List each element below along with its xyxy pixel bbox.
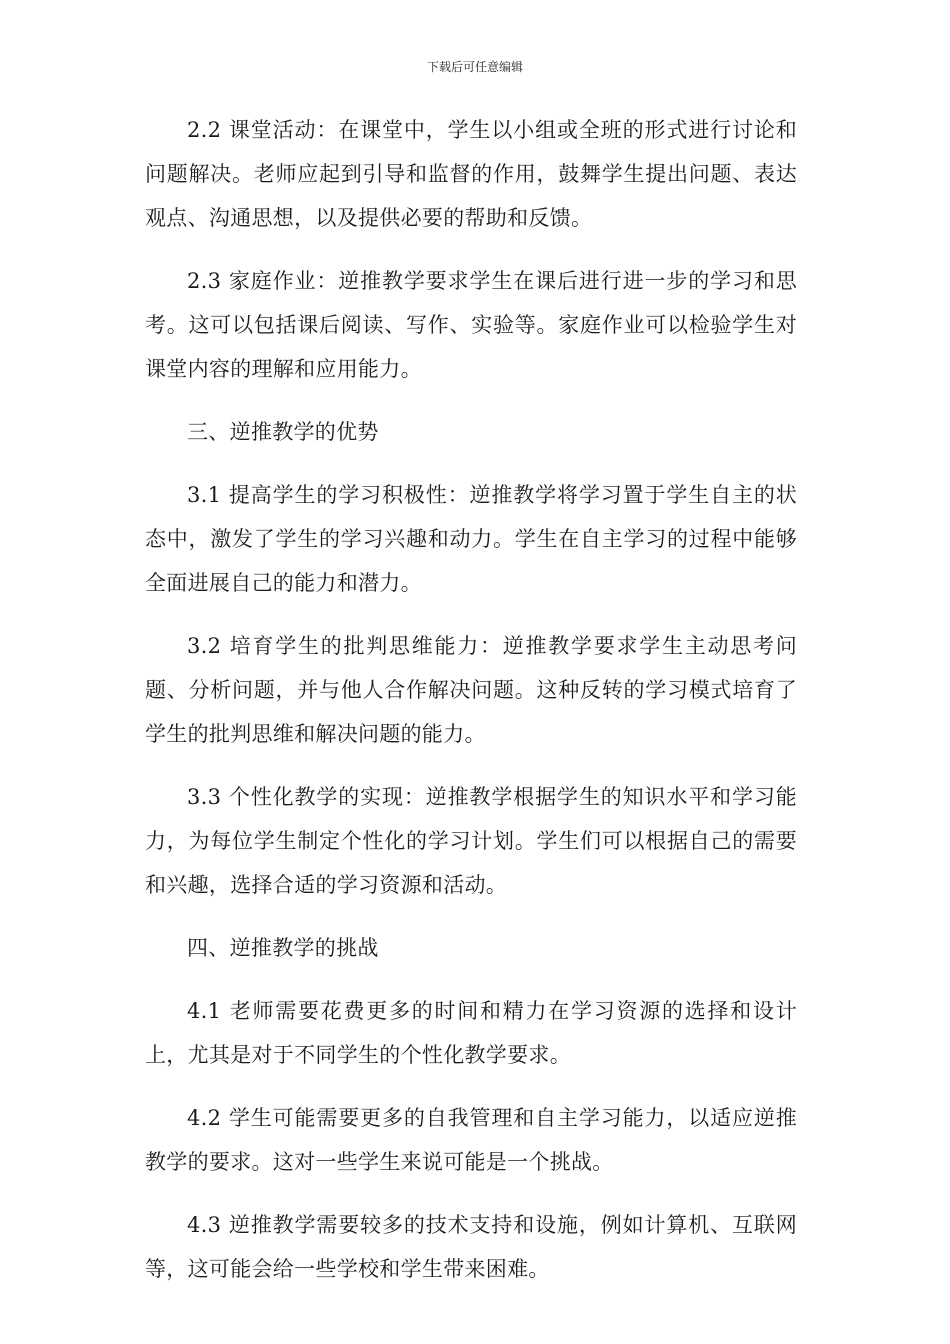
document-body: [145, 108, 797, 1310]
page-header: 下载后可任意编辑: [426, 60, 523, 74]
paragraph-4-1: 4.1 老师需要花费更多的时间和精力在学习资源的选择和设计上，尤其是对于不同学生的个性化教学要求。: [145, 999, 797, 1067]
paragraph-2-2: 2.2 课堂活动：在课堂中，学生以小组或全班的形式进行讨论和问题解决。老师应起到引导和监督的作用，鼓舞学生提出问题、表达观点、沟通思想，以及提供必要的帮助和反馈。: [145, 118, 797, 230]
paragraph-3-1: 3.1 提高学生的学习积极性：逆推教学将学习置于学生自主的状态中，激发了学生的学习兴趣和动力。学生在自主学习的过程中能够全面进展自己的能力和潜力。: [145, 483, 797, 595]
paragraph-4-3: 4.3 逆推教学需要较多的技术支持和设施，例如计算机、互联网等，这可能会给一些学校和学生带来困难。: [145, 1213, 797, 1281]
section-heading-challenges: 四、逆推教学的挑战: [187, 936, 379, 960]
paragraph-3-3: 3.3 个性化教学的实现：逆推教学根据学生的知识水平和学习能力，为每位学生制定个性化的学习计划。学生们可以根据自己的需要和兴趣，选择合适的学习资源和活动。: [145, 785, 797, 897]
section-heading-advantages: 三、逆推教学的优势: [187, 420, 379, 444]
paragraph-3-2: 3.2 培育学生的批判思维能力：逆推教学要求学生主动思考问题、分析问题，并与他人合作解决问题。这种反转的学习模式培育了学生的批判思维和解决问题的能力。: [145, 634, 797, 746]
paragraph-4-2: 4.2 学生可能需要更多的自我管理和自主学习能力，以适应逆推教学的要求。这对一些学生来说可能是一个挑战。: [145, 1106, 797, 1174]
paragraph-2-3: 2.3 家庭作业：逆推教学要求学生在课后进行进一步的学习和思考。这可以包括课后阅读、写作、实验等。家庭作业可以检验学生对课堂内容的理解和应用能力。: [145, 269, 797, 381]
